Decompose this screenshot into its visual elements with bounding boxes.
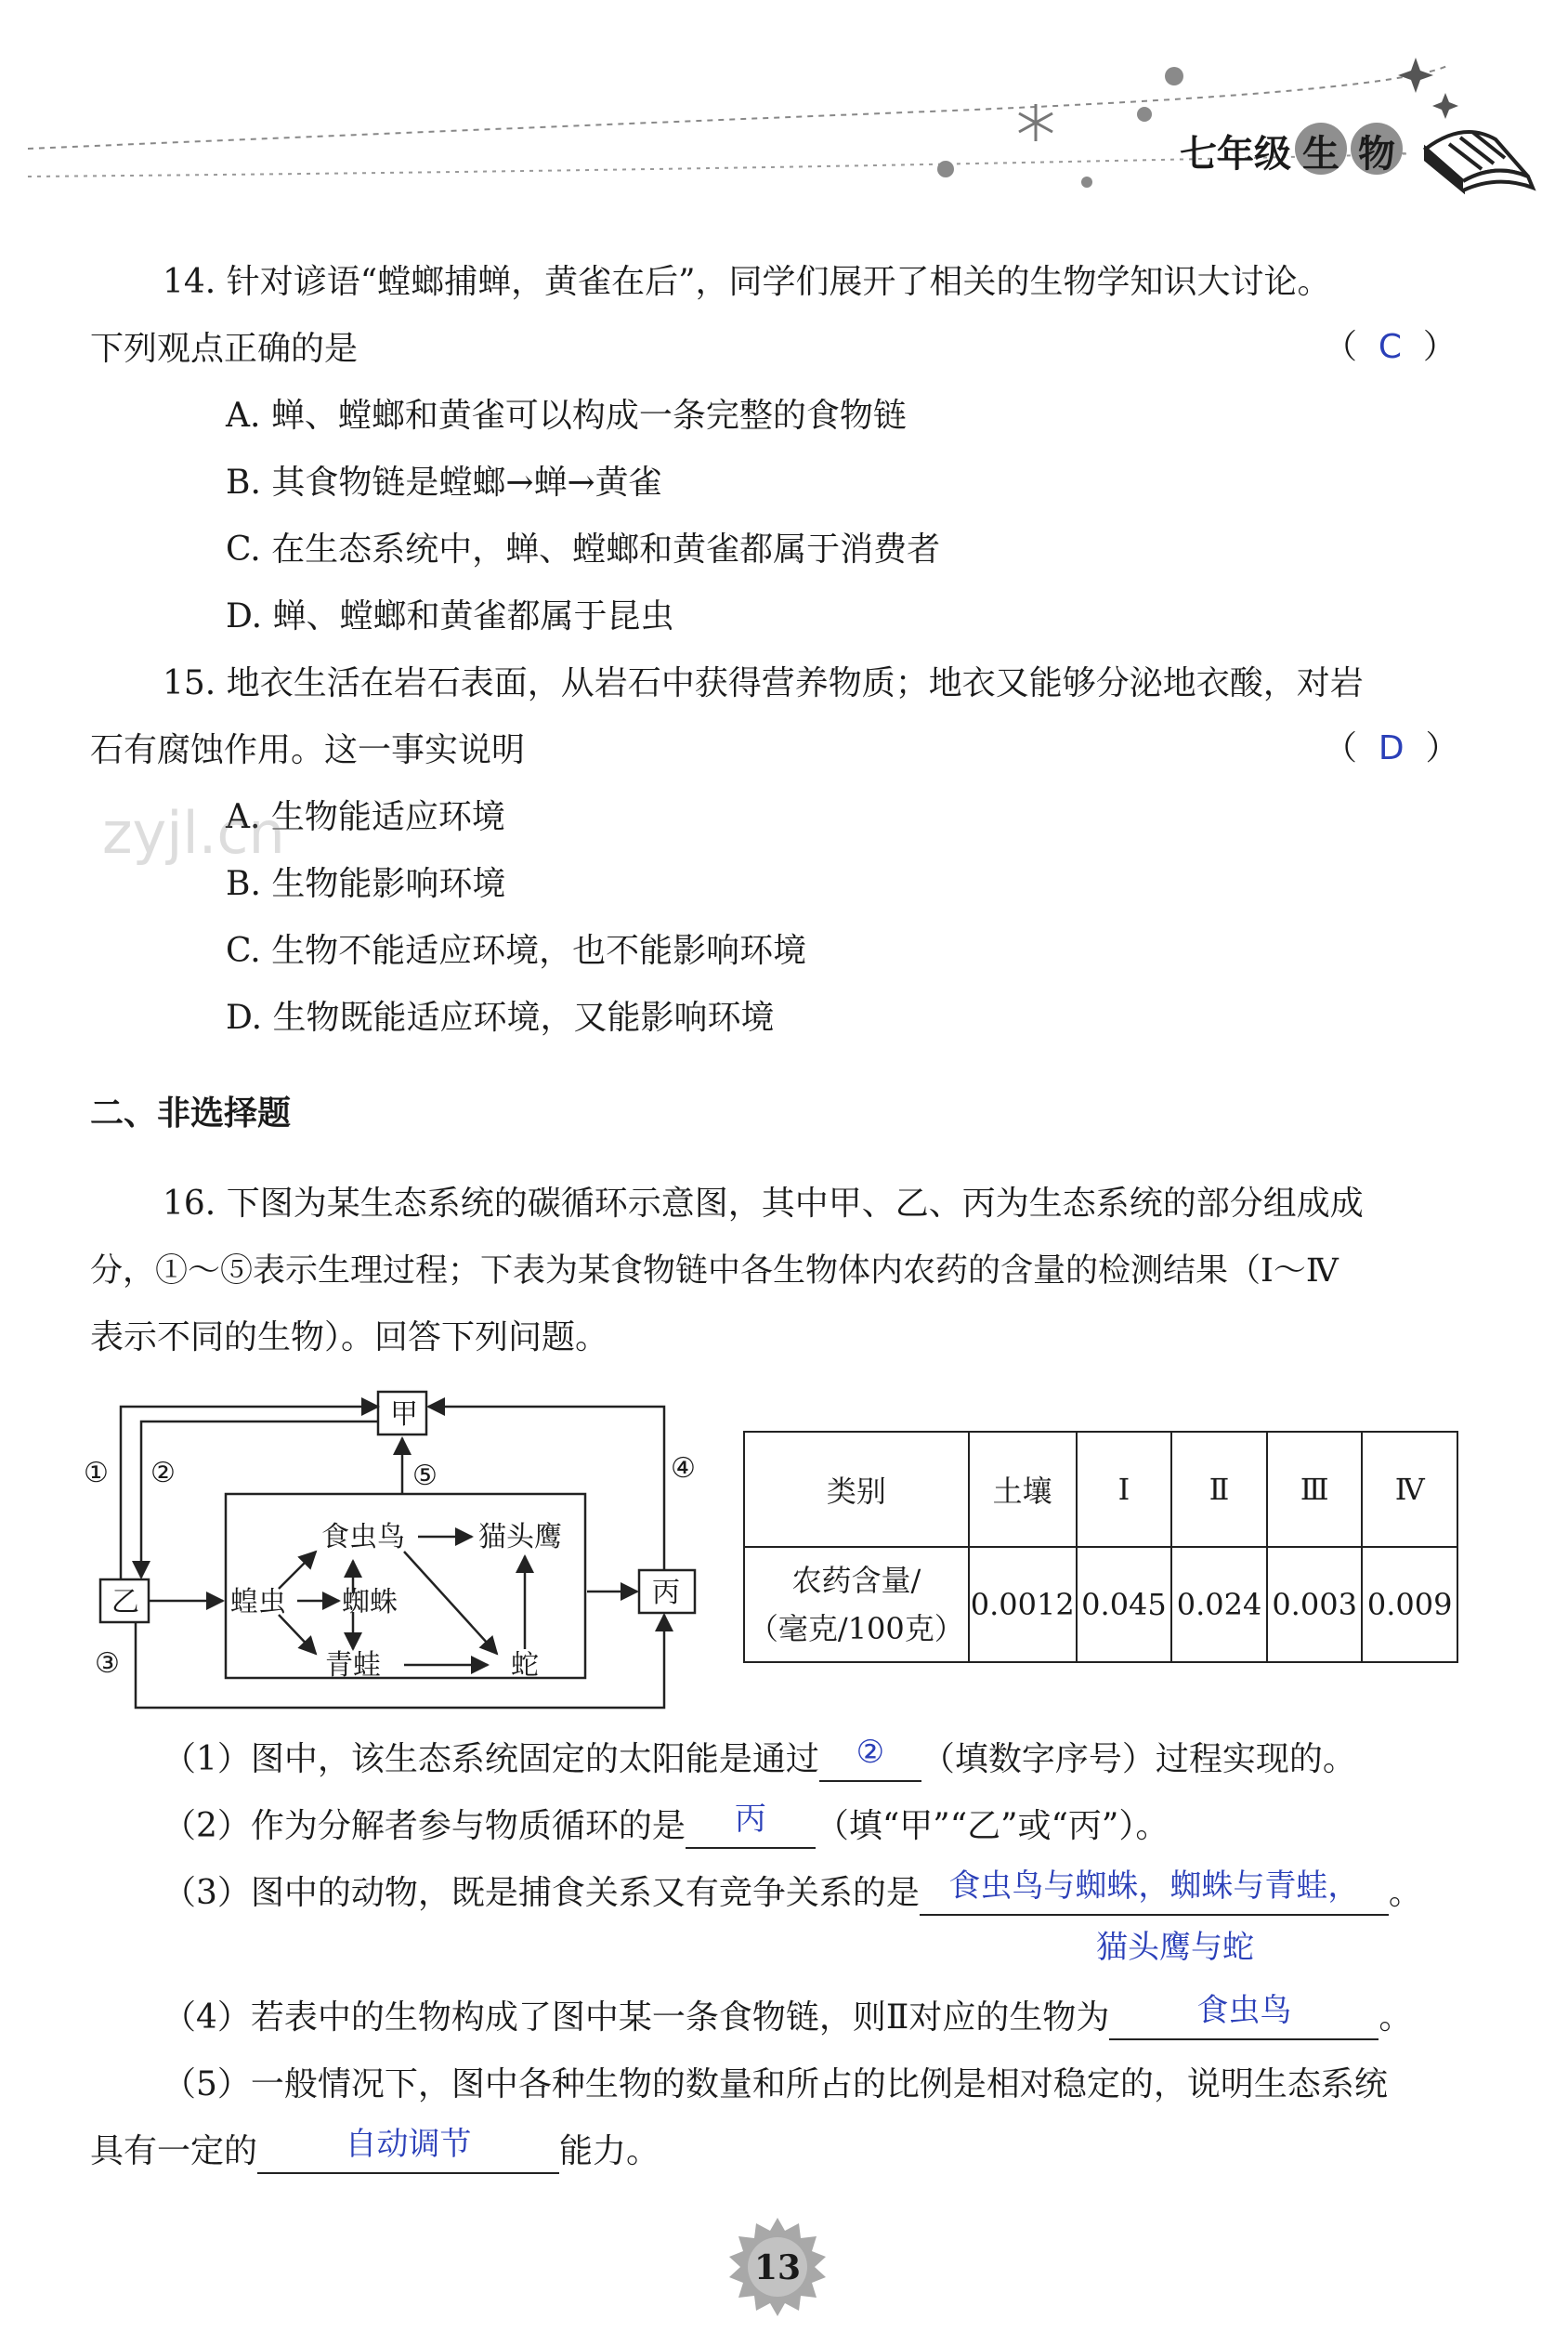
arrow-locust-frog [279,1615,316,1654]
q16-sub2 [163,1801,1169,1849]
book-icon [1426,132,1533,190]
label-bing: 丙 [652,1577,680,1609]
sub1-blank[interactable] [819,1734,921,1782]
q16-stem-2: 分，①～⑤表示生理过程；下表为某食物链中各生物体内农药的含量的检测结果（Ⅰ～Ⅳ [90,1252,1339,1290]
sub1-answer: ② [856,1734,885,1771]
table-header-row [744,1432,1457,1547]
table-cell: Ⅲ [1267,1432,1363,1547]
watermark: zyjl.cn [102,799,285,867]
pesticide-table [743,1431,1458,1663]
label-n3: ③ [95,1647,120,1680]
label-snake: 蛇 [511,1649,539,1682]
label-frog: 青蛙 [325,1649,381,1682]
header-grade: 七年级 [1180,133,1291,176]
section-title: 二、非选择题 [90,1094,292,1133]
q15-option-a: A. 生物能适应环境 [226,798,505,836]
sub4-pre: （4）若表中的生物构成了图中某一条食物链，则Ⅱ对应的生物为 [163,1998,1110,2037]
q15-stem-2: 石有腐蚀作用。这一事实说明 [90,731,526,769]
q16-stem-1: 16. 下图为某生态系统的碳循环示意图，其中甲、乙、丙为生态系统的部分组成成 [163,1185,1364,1223]
q15-option-b: B. 生物能影响环境 [226,865,506,903]
label-n1: ① [84,1457,109,1489]
sub2-blank[interactable] [686,1801,816,1849]
q15-answer: D [1378,729,1405,767]
q16-sub5-line2 [90,2126,660,2174]
q15-option-d: D. 生物既能适应环境，又能影响环境 [226,999,775,1037]
q14-answer-bracket: （ C ） [1324,328,1457,366]
sub2-answer: 丙 [734,1801,766,1838]
sub5-pre: 具有一定的 [90,2132,258,2170]
q14-option-b: B. 其食物链是螳螂→蝉→黄雀 [226,464,662,502]
q14-answer: C [1378,328,1403,366]
label-jia: 甲 [390,1398,418,1431]
header-subject-2: 物 [1358,133,1395,176]
header-subject-1: 生 [1302,133,1339,176]
q16-stem-3: 表示不同的生物）。回答下列问题。 [90,1318,609,1356]
label-bird: 食虫鸟 [321,1521,405,1553]
label-n5: ⑤ [412,1460,438,1492]
sub1-pre: （1）图中，该生态系统固定的太阳能是通过 [163,1740,819,1778]
row-label-line-2: （毫克/100克） [748,1611,964,1646]
sub3-answer-1: 食虫鸟与蜘蛛，蜘蛛与青蛙， [948,1867,1360,1905]
table-row-label [744,1547,969,1662]
q15-answer-bracket: （ D ） [1324,729,1459,767]
table-cell: 0.0012 [969,1547,1077,1662]
sub5-blank[interactable] [257,2126,559,2174]
q16-sub1 [163,1734,1356,1782]
sub3-post: 。 [1388,1874,1422,1912]
sub1-post: （填数字序号）过程实现的。 [921,1740,1356,1778]
label-owl: 猫头鹰 [478,1521,562,1553]
q14-stem-1: 14. 针对谚语“螳螂捕蝉，黄雀在后”，同学们展开了相关的生物学知识大讨论。 [163,263,1331,301]
sub2-post: （填“甲”“乙”或“丙”）。 [815,1807,1169,1845]
q15-stem-1: 15. 地衣生活在岩石表面，从岩石中获得营养物质；地衣又能够分泌地衣酸，对岩 [163,664,1364,702]
label-yi: 乙 [111,1586,139,1618]
q14-option-a: A. 蝉、螳螂和黄雀可以构成一条完整的食物链 [226,397,907,435]
q16-sub5-line1: （5）一般情况下，图中各种生物的数量和所占的比例是相对稳定的，说明生态系统 [163,2065,1388,2103]
sub5-post: 能力。 [559,2132,660,2170]
table-row [744,1547,1457,1662]
header-decoration [0,0,1568,223]
arrow-bird-snake [404,1552,497,1654]
snowflake-icon [1019,104,1052,141]
table-cell: 0.045 [1077,1547,1172,1662]
label-spider: 蜘蛛 [342,1586,398,1618]
q14-option-d: D. 蝉、螳螂和黄雀都属于昆虫 [226,597,674,635]
sub4-blank[interactable] [1109,1992,1379,2040]
table-cell: Ⅱ [1171,1432,1267,1547]
table-cell: 0.003 [1267,1547,1363,1662]
table-cell: 0.009 [1362,1547,1457,1662]
q15-option-c: C. 生物不能适应环境，也不能影响环境 [226,932,807,970]
sub4-answer: 食虫鸟 [1196,1992,1292,2029]
label-n2: ② [150,1457,176,1489]
q16-sub3 [163,1867,1422,1916]
table-cell: Ⅰ [1077,1432,1172,1547]
arrow-locust-bird [279,1552,316,1589]
table-cell: 类别 [744,1432,969,1547]
arrow-2 [141,1421,378,1578]
sub5-answer: 自动调节 [345,2126,472,2163]
sub2-pre: （2）作为分解者参与物质循环的是 [163,1807,686,1845]
table-cell: Ⅳ [1362,1432,1457,1547]
table-cell: 0.024 [1171,1547,1267,1662]
sub3-pre: （3）图中的动物，既是捕食关系又有竞争关系的是 [163,1874,920,1912]
row-label-line-1: 农药含量/ [791,1563,921,1598]
sub3-answer-2: 猫头鹰与蛇 [1096,1929,1254,1966]
carbon-cycle-diagram [84,1384,715,1728]
sub4-post: 。 [1379,1998,1413,2037]
label-n4: ④ [671,1452,696,1485]
sub3-blank[interactable] [920,1867,1389,1916]
q14-option-c: C. 在生态系统中，蝉、螳螂和黄雀都属于消费者 [226,531,941,569]
label-locust: 蝗虫 [230,1586,286,1618]
page-number: 13 [753,2248,802,2287]
q14-stem-2: 下列观点正确的是 [90,330,359,368]
q16-sub4 [163,1992,1413,2040]
table-cell: 土壤 [969,1432,1077,1547]
